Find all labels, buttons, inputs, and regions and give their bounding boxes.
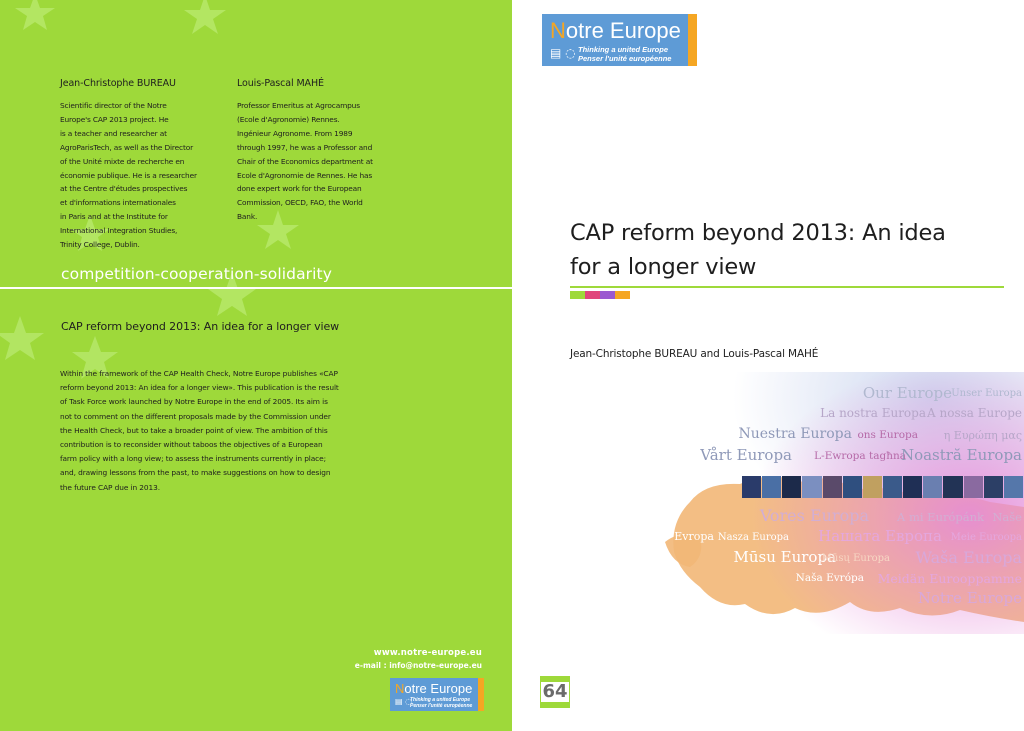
logo-initial: N xyxy=(550,18,566,43)
logo-mark-icon: ▤ ◌ xyxy=(550,46,576,60)
star-icon xyxy=(15,0,55,30)
logo-name-rest: otre Europe xyxy=(404,681,473,696)
notre-europe-logo-small xyxy=(390,678,484,711)
abstract-line: the future CAP due in 2013. xyxy=(60,482,160,492)
abstract-line: contribution is to reconsider without taboos the objectives of a European xyxy=(60,440,323,450)
logo-initial: N xyxy=(395,681,405,696)
bio-line: in Paris and at the Institute for xyxy=(60,212,168,222)
europe-phrase: L-Ewropa tagħna xyxy=(814,450,906,462)
europe-phrase: Vårt Europa xyxy=(700,446,792,464)
europe-phrase: Evropa xyxy=(674,530,714,543)
abstract-line: Within the framework of the CAP Health Check, Notre Europe publishes «CAP xyxy=(60,369,338,378)
back-cover-title: CAP reform beyond 2013: An idea for a longer view xyxy=(61,320,340,333)
notre-europe-logo xyxy=(542,14,697,66)
logo-accent-bar xyxy=(478,678,484,711)
author-bio xyxy=(60,99,225,252)
front-cover xyxy=(512,0,1024,731)
contact-links xyxy=(355,648,482,670)
bio-line: of the Unité mixte de recherche en xyxy=(60,156,185,166)
our-europe-languages xyxy=(660,372,1024,634)
europe-phrase: η Ευρώπη μας xyxy=(943,429,1022,442)
front-cover-authors: Jean-Christophe BUREAU and Louis-Pascal MAHÉ xyxy=(570,348,819,360)
star-icon xyxy=(184,0,226,34)
divider xyxy=(0,287,512,289)
logo-name-rest: otre Europe xyxy=(565,18,681,43)
swatch xyxy=(570,291,585,299)
bio-line: is a teacher and researcher at xyxy=(60,128,167,138)
europe-phrase: Waša Europa xyxy=(915,548,1022,567)
author-bio xyxy=(237,99,402,224)
bio-line: Commission, OECD, FAO, the World xyxy=(237,198,363,208)
europe-phrase: ons Europa xyxy=(857,429,918,441)
bio-line: Professor Emeritus at Agrocampus xyxy=(237,101,360,110)
europe-phrase: Noastră Europa xyxy=(900,446,1022,464)
bio-line: (Ecole d'Agronomie) Rennes. xyxy=(237,114,340,124)
bio-line: Europe's CAP 2013 project. He xyxy=(60,114,169,124)
europe-phrase: Mūsu Europa xyxy=(733,548,836,566)
bio-line: done expert work for the European xyxy=(237,184,362,194)
bio-line: Ecole d'Agronomie de Rennes. He has xyxy=(237,170,373,180)
bio-line: International Integration Studies, xyxy=(60,226,178,236)
author-name: Jean-Christophe BUREAU xyxy=(60,78,176,89)
abstract-line: of Task Force work launched by Notre Europe in the end of 2005. Its aim is xyxy=(60,397,328,407)
europe-phrase: Нашата Европа xyxy=(818,527,942,545)
europe-phrase: Naša Evrópa xyxy=(795,572,864,584)
logo-tagline xyxy=(410,697,472,709)
bio-line: Chair of the Economics department at xyxy=(237,156,373,166)
title-line: for a longer view xyxy=(570,254,757,280)
europe-phrase: Mūsų Europa xyxy=(821,553,890,564)
europe-phrase: Meidän Eurooppamme xyxy=(877,571,1022,586)
europe-phrase: Nasza Europa xyxy=(717,532,789,543)
logo-name xyxy=(395,681,472,696)
abstract xyxy=(60,367,400,495)
europe-phrase: Notre Europe xyxy=(917,589,1022,607)
abstract-line: farm policy with a long view; to assess the instruments currently in place; xyxy=(60,454,326,464)
author-block-bureau xyxy=(60,78,225,252)
bio-line: et d'informations internationales xyxy=(60,198,176,208)
color-swatches xyxy=(570,291,630,299)
bio-line: at the Centre d'études prospectives xyxy=(60,184,188,194)
abstract-line: the Health Check, but to take a broader point of view. The ambition of this xyxy=(60,425,328,435)
issue-badge xyxy=(540,676,570,708)
europe-phrase: Nuestra Europa xyxy=(738,426,852,442)
title-line: CAP reform beyond 2013: An idea xyxy=(570,220,946,246)
europe-phrase: Our Europe xyxy=(862,384,952,402)
logo-accent-bar xyxy=(688,14,697,66)
europe-phrase: La nostra Europa xyxy=(820,406,926,420)
bio-line: Ingénieur Agronome. From 1989 xyxy=(237,128,353,138)
logo-name xyxy=(550,18,681,44)
title-divider xyxy=(570,286,1004,288)
tagline-fr: Penser l'unité européenne xyxy=(578,53,672,63)
bio-line: économie publique. He is a researcher xyxy=(60,170,197,180)
europe-phrase: Vores Europa xyxy=(759,506,869,525)
bio-line: Bank. xyxy=(237,212,258,222)
tagline-en: Thinking a united Europe xyxy=(410,697,470,703)
tagline-en: Thinking a united Europe xyxy=(578,45,668,54)
email-link[interactable]: e-mail : info@notre-europe.eu xyxy=(354,661,482,670)
abstract-line: and, drawing lessons from the past, to make suggestions on how to design xyxy=(60,468,331,478)
front-cover-title xyxy=(570,216,990,284)
abstract-line: not to comment on the different proposals made by the Commission under xyxy=(60,411,331,421)
issue-number: 64 xyxy=(542,681,568,702)
tagline-fr: Penser l'unité européenne xyxy=(410,703,473,709)
europe-phrase: Meie Euroopa xyxy=(950,532,1022,543)
swatch xyxy=(600,291,615,299)
logo-mark-icon: ▤ ◌ xyxy=(395,697,413,706)
author-name: Louis-Pascal MAHÉ xyxy=(237,78,324,89)
europe-phrase: Unser Europa xyxy=(951,388,1022,399)
author-block-mahe xyxy=(237,78,402,224)
motto: competition-cooperation-solidarity xyxy=(61,265,333,283)
bio-line: Scientific director of the Notre xyxy=(60,101,167,110)
swatch xyxy=(615,291,630,299)
europe-phrase: Naše xyxy=(992,510,1022,524)
europe-phrase: A mi Európánk xyxy=(896,510,984,524)
bio-line: through 1997, he was a Professor and xyxy=(237,142,373,152)
badge-bottom-bar xyxy=(541,702,569,707)
europe-phrase: A nossa Europe xyxy=(927,406,1022,420)
website-link[interactable]: www.notre-europe.eu xyxy=(373,648,482,658)
bio-line: AgroParisTech, as well as the Director xyxy=(60,142,193,152)
logo-tagline xyxy=(578,46,671,63)
bio-line: Trinity College, Dublin. xyxy=(60,240,140,250)
star-icon xyxy=(0,316,44,360)
swatch xyxy=(585,291,600,299)
abstract-line: reform beyond 2013: An idea for a longer view». This publication is the result xyxy=(60,383,339,393)
